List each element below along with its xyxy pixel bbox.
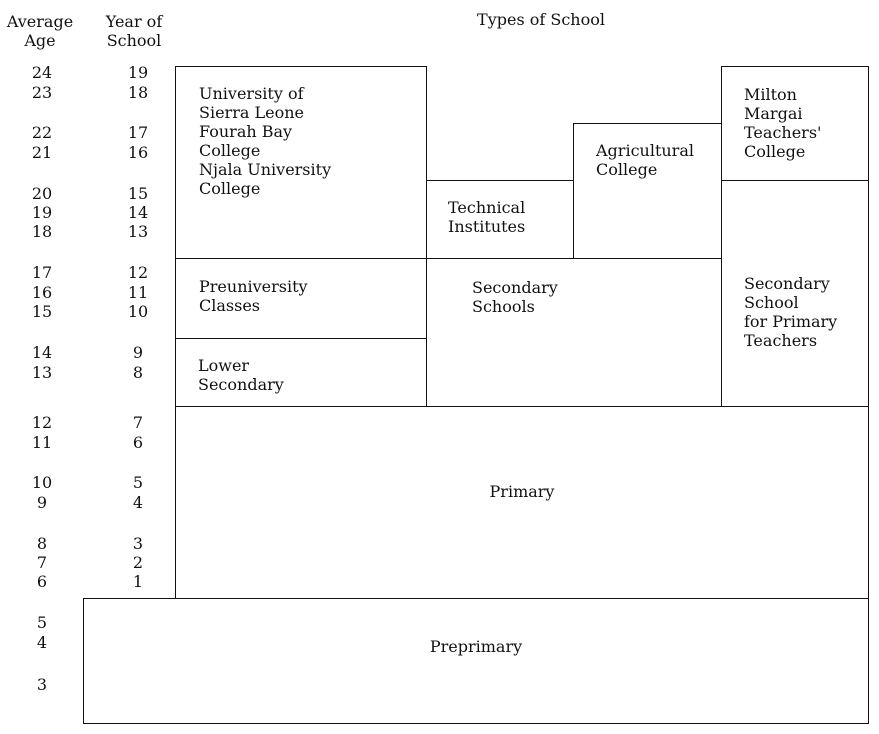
preprimary-label: Preprimary: [429, 637, 523, 656]
year-value: 19: [127, 63, 149, 82]
preuniversity-label: Preuniversity Classes: [199, 277, 308, 315]
age-value: 14: [31, 343, 53, 362]
university-box: [175, 66, 427, 260]
secondary-primary-teachers-label: Secondary School for Primary Teachers: [744, 274, 838, 350]
age-value: 16: [31, 283, 53, 302]
age-value: 13: [31, 363, 53, 382]
year-value: 4: [132, 493, 144, 512]
year-value: 11: [127, 283, 149, 302]
year-value: 17: [127, 123, 149, 142]
types-of-school-header: Types of School: [477, 10, 605, 29]
year-value: 13: [127, 222, 149, 241]
age-value: 19: [31, 203, 53, 222]
preuniversity-box: [175, 258, 427, 340]
age-value: 24: [31, 63, 53, 82]
milton-margai-box: [721, 66, 869, 182]
age-value: 6: [36, 572, 48, 591]
secondary-primary-teachers-box: [721, 180, 869, 408]
age-value: 22: [31, 123, 53, 142]
year-value: 3: [132, 534, 144, 553]
year-value: 16: [127, 143, 149, 162]
age-value: 9: [36, 493, 48, 512]
age-value: 12: [31, 413, 53, 432]
age-value: 5: [36, 613, 48, 632]
age-value: 4: [36, 633, 48, 652]
year-value: 9: [132, 343, 144, 362]
age-value: 7: [36, 553, 48, 572]
year-value: 18: [127, 83, 149, 102]
primary-label: Primary: [489, 482, 555, 501]
secondary-schools-box: [426, 258, 722, 408]
year-value: 1: [132, 572, 144, 591]
lower-secondary-box: [175, 338, 427, 408]
year-value: 7: [132, 413, 144, 432]
year-value: 5: [132, 473, 144, 492]
year-value: 8: [132, 363, 144, 382]
university-label: University of Sierra Leone Fourah Bay College Njala University College: [199, 84, 332, 198]
year-value: 15: [127, 184, 149, 203]
milton-margai-label: Milton Margai Teachers' College: [744, 85, 822, 161]
technical-institutes-box: [426, 180, 575, 260]
age-value: 17: [31, 263, 53, 282]
age-value: 18: [31, 222, 53, 241]
average-age-header: Average Age: [6, 12, 74, 50]
year-value: 6: [132, 433, 144, 452]
year-of-school-header: Year of School: [105, 12, 163, 50]
year-value: 2: [132, 553, 144, 572]
technical-institutes-label: Technical Institutes: [448, 198, 526, 236]
year-value: 14: [127, 203, 149, 222]
age-value: 3: [36, 675, 48, 694]
age-value: 15: [31, 302, 53, 321]
age-value: 8: [36, 534, 48, 553]
year-value: 10: [127, 302, 149, 321]
lower-secondary-label: Lower Secondary: [198, 356, 284, 394]
preprimary-box: [83, 598, 869, 724]
age-value: 23: [31, 83, 53, 102]
age-value: 21: [31, 143, 53, 162]
agricultural-college-label: Agricultural College: [596, 141, 694, 179]
agricultural-college-box: [573, 123, 722, 260]
age-value: 20: [31, 184, 53, 203]
year-value: 12: [127, 263, 149, 282]
primary-box: [175, 406, 869, 601]
age-value: 11: [31, 433, 53, 452]
secondary-schools-label: Secondary Schools: [472, 278, 558, 316]
age-value: 10: [31, 473, 53, 492]
